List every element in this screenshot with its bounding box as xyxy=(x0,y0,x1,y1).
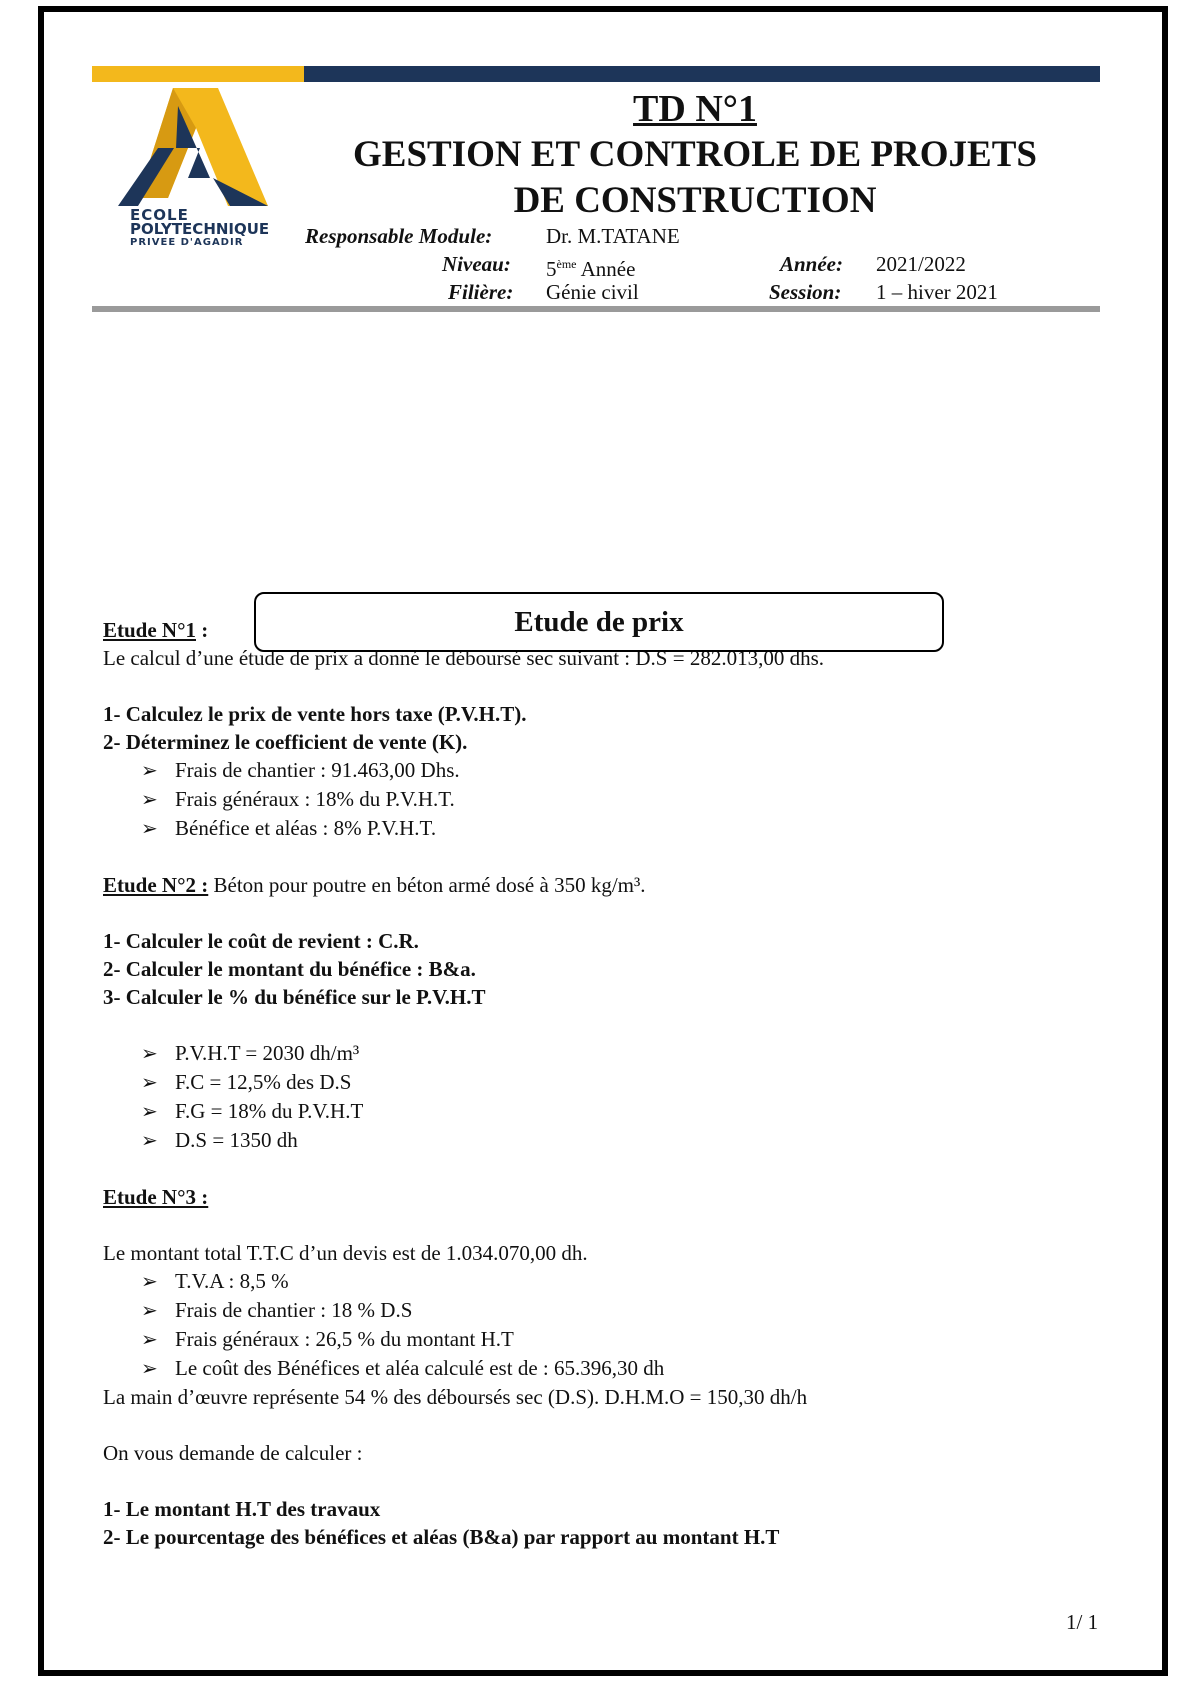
annee-value: 2021/2022 xyxy=(876,252,966,276)
session-row xyxy=(769,278,841,306)
responsable-row xyxy=(305,222,492,250)
etude2-bullet-2: F.C = 12,5% des D.S xyxy=(175,1070,352,1094)
etude3-bullet-4: Le coût des Bénéfices et aléa calculé est de : 65.396,30 dh xyxy=(175,1356,665,1380)
course-title-line1: GESTION ET CONTROLE DE PROJETS xyxy=(353,134,1037,175)
etude3-question-1: 1- Le montant H.T des travaux xyxy=(103,1497,381,1521)
arrowhead-bullet-icon: ➢ xyxy=(141,1101,158,1123)
logo-line2: POLYTECHNIQUE xyxy=(130,220,270,238)
etude1-heading: Etude N°1 xyxy=(103,618,196,642)
section-title-box xyxy=(254,592,944,652)
list-item xyxy=(103,756,1103,785)
filiere-row xyxy=(448,278,513,306)
annee-label: Année: xyxy=(780,252,843,276)
filiere-value: Génie civil xyxy=(546,280,639,304)
etude2-heading: Etude N°2 : xyxy=(103,873,209,897)
etude1-intro: Le calcul d’une étude de prix a donné le déboursé sec suivant : D.S = 282.013,00 dhs. xyxy=(103,646,824,670)
arrowhead-bullet-icon: ➢ xyxy=(141,789,158,811)
etude1-bullet-1: Frais de chantier : 91.463,00 Dhs. xyxy=(175,758,460,782)
logo-line3: PRIVEE D'AGADIR xyxy=(130,237,244,248)
arrowhead-bullet-icon: ➢ xyxy=(141,1271,158,1293)
responsable-value-wrap xyxy=(546,222,680,250)
niveau-value-sup: ème xyxy=(556,257,577,271)
arrowhead-bullet-icon: ➢ xyxy=(141,1130,158,1152)
etude2-intro: Béton pour poutre en béton armé dosé à 350 kg/m³. xyxy=(208,873,646,897)
td-number: TD N°1 xyxy=(633,88,757,130)
filiere-value-wrap xyxy=(546,278,639,306)
etude2-bullet-4: D.S = 1350 dh xyxy=(175,1128,298,1152)
list-item xyxy=(103,1354,1103,1383)
list-item xyxy=(103,1039,1103,1068)
etude1-question-2: 2- Déterminez le coefficient de vente (K). xyxy=(103,730,468,754)
responsable-label: Responsable Module: xyxy=(305,224,493,248)
logo-line1: ECOLE xyxy=(130,206,189,224)
etude3-bullet-3: Frais généraux : 26,5 % du montant H.T xyxy=(175,1327,514,1351)
arrowhead-bullet-icon: ➢ xyxy=(141,760,158,782)
etude3-question-2: 2- Le pourcentage des bénéfices et aléas (B&a) par rapport au montant H.T xyxy=(103,1525,780,1549)
filiere-label: Filière: xyxy=(448,280,514,304)
etude3-bullet-2: Frais de chantier : 18 % D.S xyxy=(175,1298,413,1322)
session-value: 1 – hiver 2021 xyxy=(876,280,998,304)
list-item xyxy=(103,1296,1103,1325)
niveau-row xyxy=(442,250,511,278)
arrowhead-bullet-icon: ➢ xyxy=(141,1300,158,1322)
header-bar-navy xyxy=(304,66,1100,82)
arrowhead-bullet-icon: ➢ xyxy=(141,818,158,840)
annee-value-wrap xyxy=(876,250,966,278)
etude2-question-1: 1- Calculer le coût de revient : C.R. xyxy=(103,929,419,953)
exercise-content xyxy=(103,616,1103,1551)
etude3-ask: On vous demande de calculer : xyxy=(103,1441,363,1465)
etude1-heading-suffix: : xyxy=(196,618,209,642)
niveau-value-rest: Année xyxy=(576,257,636,281)
session-value-wrap xyxy=(876,278,998,306)
etude2-question-2: 2- Calculer le montant du bénéfice : B&a. xyxy=(103,957,476,981)
niveau-label: Niveau: xyxy=(442,252,511,276)
list-item xyxy=(103,785,1103,814)
etude3-heading: Etude N°3 : xyxy=(103,1185,209,1209)
section-title: Etude de prix xyxy=(514,606,684,638)
header-bar-gold xyxy=(92,66,304,82)
etude2-heading-line xyxy=(103,871,1103,899)
session-label: Session: xyxy=(769,280,842,304)
arrowhead-bullet-icon: ➢ xyxy=(141,1329,158,1351)
etude2-bullet-1: P.V.H.T = 2030 dh/m³ xyxy=(175,1041,360,1065)
list-item xyxy=(103,1267,1103,1296)
arrowhead-bullet-icon: ➢ xyxy=(141,1043,158,1065)
header-rule xyxy=(92,306,1100,312)
etude1-question-1: 1- Calculez le prix de vente hors taxe (P.V.H.T). xyxy=(103,702,527,726)
list-item xyxy=(103,1097,1103,1126)
list-item xyxy=(103,814,1103,843)
etude3-note: La main d’œuvre représente 54 % des déboursés sec (D.S). D.H.M.O = 150,30 dh/h xyxy=(103,1385,808,1409)
etude2-question-3: 3- Calculer le % du bénéfice sur le P.V.H.T xyxy=(103,985,486,1009)
title-block xyxy=(300,86,1090,224)
niveau-value-num: 5 xyxy=(546,257,557,281)
page-number: 1/ 1 xyxy=(1066,1610,1099,1634)
list-item xyxy=(103,1068,1103,1097)
etude3-intro: Le montant total T.T.C d’un devis est de 1.034.070,00 dh. xyxy=(103,1241,588,1265)
arrowhead-bullet-icon: ➢ xyxy=(141,1358,158,1380)
arrowhead-bullet-icon: ➢ xyxy=(141,1072,158,1094)
list-item xyxy=(103,1325,1103,1354)
course-title-line2: DE CONSTRUCTION xyxy=(513,180,877,221)
annee-row xyxy=(780,250,843,278)
responsable-value: Dr. M.TATANE xyxy=(546,224,680,248)
etude1-bullet-2: Frais généraux : 18% du P.V.H.T. xyxy=(175,787,455,811)
etude2-bullet-3: F.G = 18% du P.V.H.T xyxy=(175,1099,364,1123)
school-logo-text xyxy=(130,208,269,250)
etude3-bullet-1: T.V.A : 8,5 % xyxy=(175,1269,289,1293)
list-item xyxy=(103,1126,1103,1155)
etude1-bullet-3: Bénéfice et aléas : 8% P.V.H.T. xyxy=(175,816,437,840)
